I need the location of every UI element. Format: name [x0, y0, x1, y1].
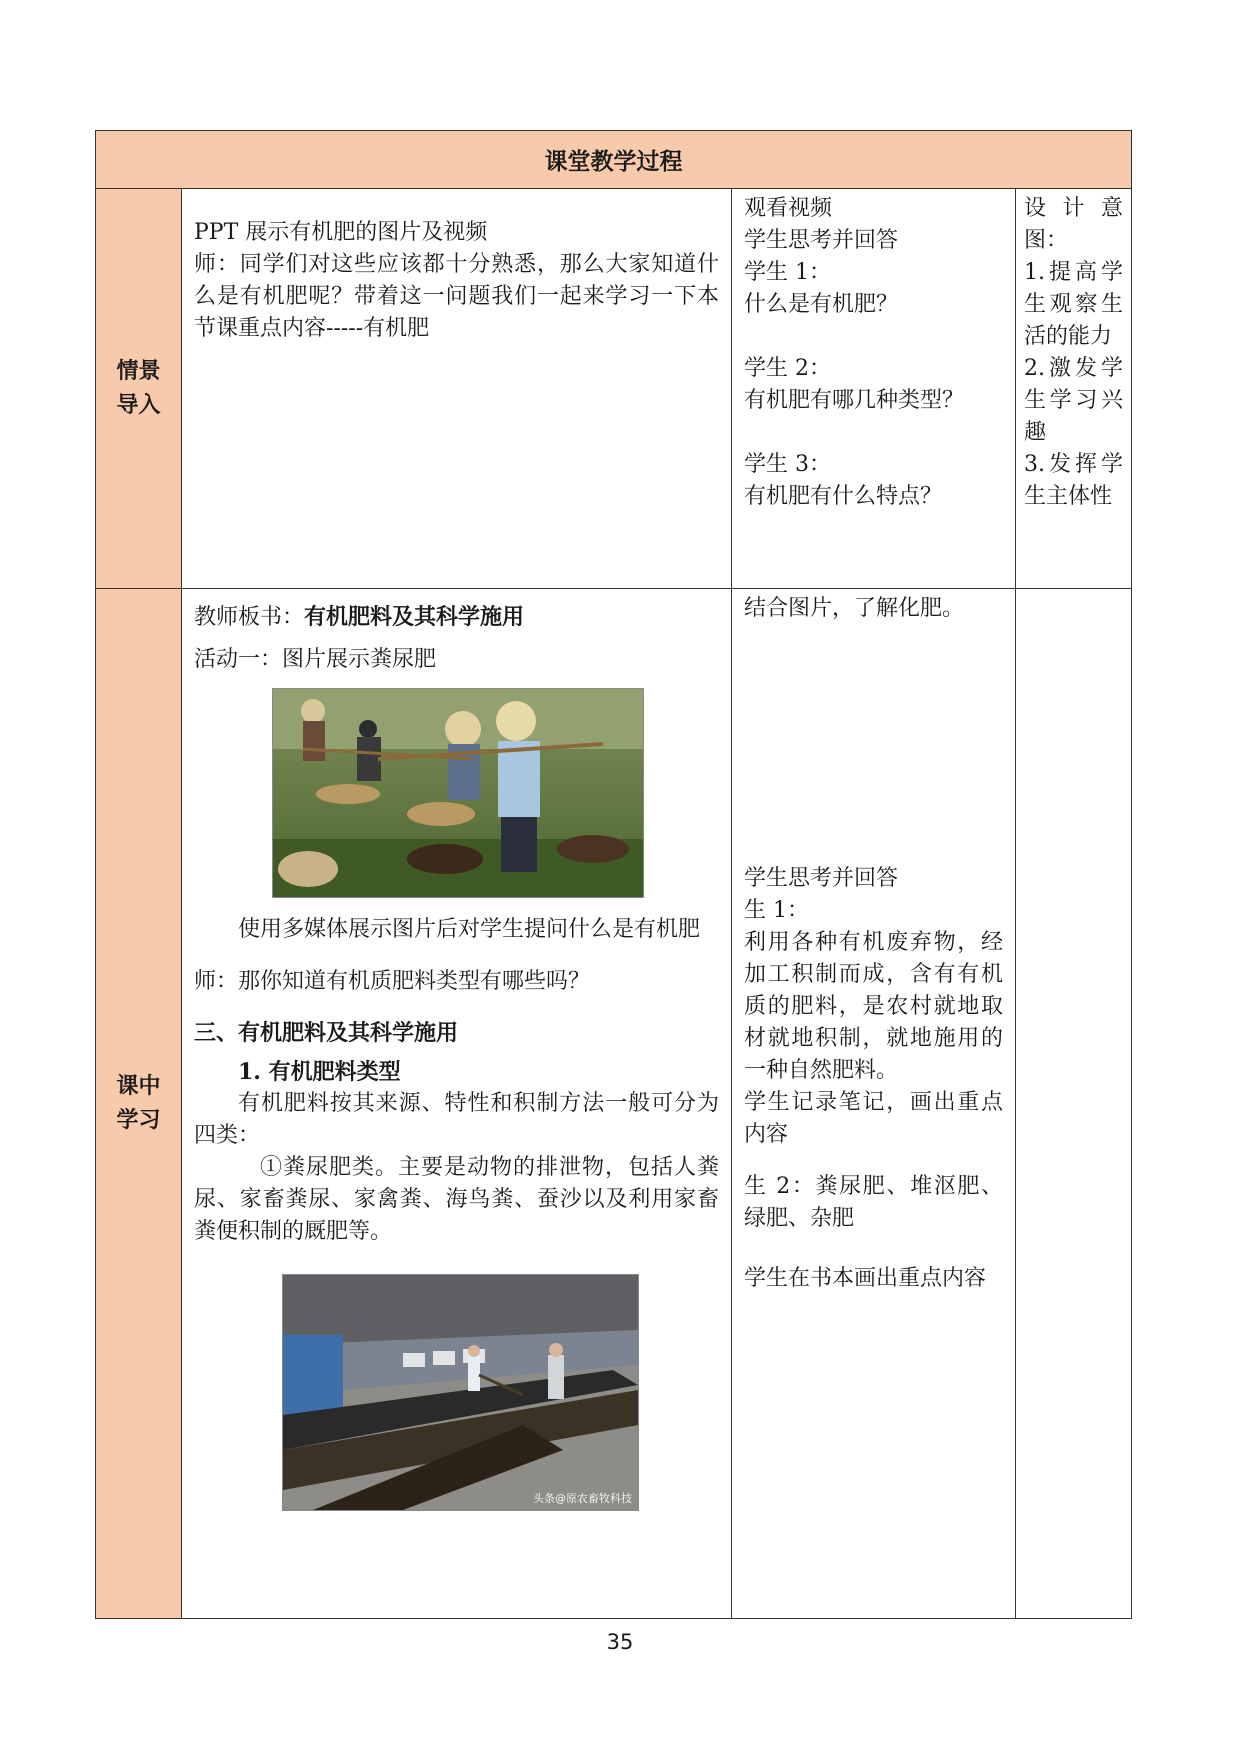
student-line: 有机肥有什么特点？: [744, 484, 943, 509]
student-line: 学生记录笔记，画出重点内容: [744, 1090, 1003, 1147]
paragraph: 有机肥料按其来源、特性和积制方法一般可分为四类：: [194, 1091, 719, 1148]
warehouse-photo-illustration: [283, 1275, 638, 1510]
section-label-line1: 情景: [116, 358, 161, 384]
teacher-line: 师：同学们对这些应该都十分熟悉，那么大家知道什么是有机肥呢？带着这一问题我们一起来学习一下本节课重点内容-----有机肥: [194, 252, 719, 341]
design-line: 3.发挥学生主体性: [1024, 452, 1123, 509]
student-line: 学生在书本画出重点内容: [744, 1266, 987, 1291]
teacher-line: PPT 展示有机肥的图片及视频: [194, 220, 488, 245]
student-line: 生 2：粪尿肥、堆沤肥、绿肥、杂肥: [744, 1174, 1003, 1231]
section-label-line1: 课中: [116, 1073, 161, 1099]
section-heading: 三、有机肥料及其科学施用: [194, 1021, 459, 1046]
photo-watermark: 头条@原农畜牧科技: [533, 1492, 632, 1505]
student-line: 学生 2：: [744, 356, 831, 381]
photo-compost-warehouse: [282, 1274, 639, 1511]
student-line: 有机肥有哪几种类型？: [744, 388, 965, 413]
student-line: 学生思考并回答: [744, 866, 899, 891]
student-activity-learning: [732, 589, 1016, 1619]
design-intent: [1016, 189, 1132, 589]
paragraph: ①粪尿肥类。主要是动物的排泄物，包括人粪尿、家畜粪尿、家禽粪、海鸟粪、蚕沙以及利用家畜粪便积制的厩肥等。: [194, 1155, 719, 1244]
student-activity-intro: [732, 189, 1016, 589]
student-line: 生 1：: [744, 898, 809, 923]
section-label-line2: 导入: [116, 392, 161, 418]
design-intent-empty: [1016, 589, 1132, 1619]
student-line: 学生思考并回答: [744, 228, 899, 253]
student-line: 学生 1：: [744, 260, 831, 285]
farmers-photo-illustration: [273, 689, 643, 897]
student-line: 利用各种有机废弃物，经加工积制而成，含有有机质的肥料，是农村就地取材就地积制，就地施用的一种自然肥料。: [744, 930, 1003, 1083]
board-line: [194, 601, 719, 634]
lesson-process-table: [95, 130, 1132, 1619]
section-label-intro: [96, 189, 182, 589]
board-title: 有机肥料及其科学施用: [304, 604, 525, 630]
section-label-line2: 学习: [116, 1107, 161, 1133]
board-prefix: 教师板书：: [194, 605, 305, 630]
student-line: 学生 3：: [744, 452, 831, 477]
design-line: 设计意图：: [1024, 196, 1123, 253]
design-line: 1.提高学生观察生活的能力: [1024, 260, 1123, 349]
student-line: 观看视频: [744, 196, 833, 221]
student-line: 什么是有机肥？: [744, 292, 899, 317]
design-line: 2.激发学生学习兴趣: [1024, 356, 1123, 445]
question-line: 师：那你知道有机质肥料类型有哪些吗？: [194, 969, 591, 994]
section-label-learning: [96, 589, 182, 1619]
table-header: 课堂教学过程: [96, 131, 1132, 189]
subsection-heading: 1. 有机肥料类型: [238, 1059, 401, 1085]
teacher-activity-intro: [182, 189, 732, 589]
page-number: 35: [606, 1630, 634, 1654]
teacher-activity-learning: [182, 589, 732, 1619]
student-line: 结合图片，了解化肥。: [744, 596, 965, 621]
question-line: 使用多媒体展示图片后对学生提问什么是有机肥: [238, 917, 701, 942]
activity-line: 活动一：图片展示粪尿肥: [194, 647, 437, 672]
photo-farmers-manure: [272, 688, 644, 898]
